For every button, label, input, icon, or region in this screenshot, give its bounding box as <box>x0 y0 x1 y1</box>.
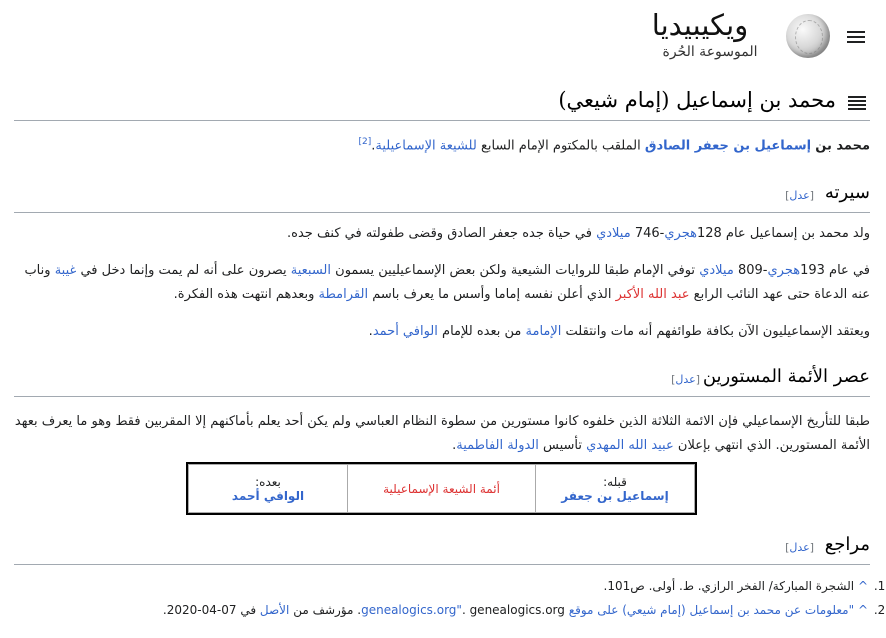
bio-p2-b: -809 <box>737 263 768 278</box>
seveners-link[interactable]: السبعية <box>290 263 331 278</box>
wordmark[interactable]: ويكيبيديا <box>651 8 749 42</box>
ref-backlink-2[interactable]: ^ <box>857 603 868 617</box>
intro-paragraph <box>14 130 870 158</box>
ref-2-link[interactable]: "معلومات عن محمد بن إسماعيل (إمام شيعي) على موقع genealogics.org" <box>361 603 855 617</box>
ismail-link[interactable]: إسماعيل بن جعفر الصادق <box>644 138 812 154</box>
toc-icon[interactable] <box>848 94 866 110</box>
miladi-link[interactable]: ميلادي <box>596 226 631 241</box>
section-refs-title: مراجع <box>824 534 870 555</box>
site-header <box>0 0 886 80</box>
reference-item <box>14 598 870 622</box>
bio-p2-e: وناب عنه الدعاة حتى عهد النائب الرابع <box>24 263 870 302</box>
imama-link[interactable]: الإمامة <box>525 324 562 339</box>
edit-refs: [عدل] <box>785 541 814 554</box>
intro-bold: محمد بن <box>815 138 870 154</box>
bio-p1 <box>14 222 870 246</box>
reference-item <box>14 574 870 598</box>
fatimid-link[interactable]: الدولة الفاطمية <box>456 438 539 453</box>
edit-refs-link[interactable]: عدل <box>789 541 810 554</box>
ref-2-original-link[interactable]: الأصل <box>259 603 290 617</box>
title-row <box>14 88 870 121</box>
bio-p1-text-a: ولد محمد بن إسماعيل عام 128 <box>696 226 870 241</box>
bio-p2-a: في عام 193 <box>800 263 870 278</box>
ubaidallah-link[interactable]: عبيد الله المهدي <box>586 438 674 453</box>
section-bio-header <box>14 182 870 213</box>
ghaiba-link[interactable]: غيبة <box>54 263 77 278</box>
hijri-link[interactable]: هجري <box>664 226 697 241</box>
section-bio-title: سيرته <box>824 182 870 203</box>
after-label: بعده: <box>255 474 281 489</box>
bio-p2 <box>14 259 870 307</box>
intro-text: الملقب بالمكتوم الإمام السابع <box>480 138 641 154</box>
hidden-text-c: . <box>452 438 457 453</box>
succession-box <box>186 462 697 515</box>
before-name-link[interactable]: إسماعيل بن جعفر <box>561 488 669 503</box>
section-hidden-header <box>14 366 870 397</box>
bio-p2-c: توفي الإمام طبقا للروايات الشيعية ولكن بعض الإسماعيليين يسمون <box>335 263 696 278</box>
succession-before <box>536 465 695 513</box>
bio-p3-c: . <box>368 324 373 339</box>
bio-p3 <box>14 320 870 344</box>
hidden-paragraph <box>14 410 870 458</box>
hidden-text-a: طبقا للتأريخ الإسماعيلي فإن الائمة الثلاثة الذين خلفوه كانوا مستورين من سطوة النظام العباسي ولم يكن أحد يعلم بأماكنهم إلا المقربين فقط وهو ما يعرف بعهد الأئمة المستورين. الذي انتهي بإعلان <box>14 414 870 453</box>
wafi-link[interactable]: الوافي أحمد <box>372 324 438 339</box>
bio-p2-d: يصرون على أنه لم يمت وإنما دخل في <box>80 263 287 278</box>
edit-hidden-link[interactable]: عدل <box>675 373 696 386</box>
menu-icon[interactable] <box>845 28 867 48</box>
hijri-link-2[interactable]: هجري <box>767 263 801 278</box>
succession-after <box>189 465 348 513</box>
bio-p3-b: من بعده للإمام <box>442 324 522 339</box>
references-list <box>14 574 886 622</box>
ref-1-text: الشجرة المباركة/ الفخر الرازي. ط. أولى. ص101. <box>603 579 855 593</box>
bio-p1-text-b: -746 <box>634 226 665 241</box>
ref-2-site: . genealogics.org <box>461 603 565 617</box>
ref-2-archived: . مؤرشف من <box>293 603 362 617</box>
edit-hidden: [عدل] <box>671 373 700 386</box>
hidden-text-b: تأسيس <box>543 438 582 453</box>
edit-bio: [عدل] <box>785 189 814 202</box>
tagline: الموسوعة الحُرة <box>662 44 758 60</box>
intro-dot: . <box>371 138 376 154</box>
section-refs-header <box>14 534 870 565</box>
abdallah-redlink[interactable]: عبد الله الأكبر <box>615 287 690 302</box>
ref-2-date: في 07-04-2020. <box>162 603 257 617</box>
bio-p2-f: الذي أعلن نفسه إماما وأسس ما يعرف باسم <box>372 287 612 302</box>
wikipedia-globe-logo[interactable] <box>786 14 830 58</box>
ismaili-link[interactable]: للشيعة الإسماعيلية <box>375 138 477 154</box>
qarmatians-link[interactable]: القرامطة <box>318 287 369 302</box>
bio-p2-g: وبعدهم انتهت هذه الفكرة. <box>173 287 315 302</box>
page-title: محمد بن إسماعيل (إمام شيعي) <box>558 88 836 112</box>
bio-p3-a: ويعتقد الإسماعيليون الآن بكافة طوائفهم أنه مات وانتقلت <box>565 324 870 339</box>
bio-p1-text-c: في حياة جده جعفر الصادق وقضى طفولته في كنف جده. <box>287 226 592 241</box>
succession-middle[interactable]: أئمة الشيعة الإسماعيلية <box>348 465 536 513</box>
ref-2-link[interactable]: [2] <box>358 137 372 147</box>
edit-bio-link[interactable]: عدل <box>789 189 810 202</box>
ref-backlink-1[interactable]: ^ <box>857 579 868 593</box>
miladi-link-2[interactable]: ميلادي <box>699 263 734 278</box>
before-label: قبله: <box>603 474 627 489</box>
section-hidden-title: عصر الأئمة المستورين <box>702 366 870 387</box>
after-name-link[interactable]: الوافي أحمد <box>231 488 305 503</box>
